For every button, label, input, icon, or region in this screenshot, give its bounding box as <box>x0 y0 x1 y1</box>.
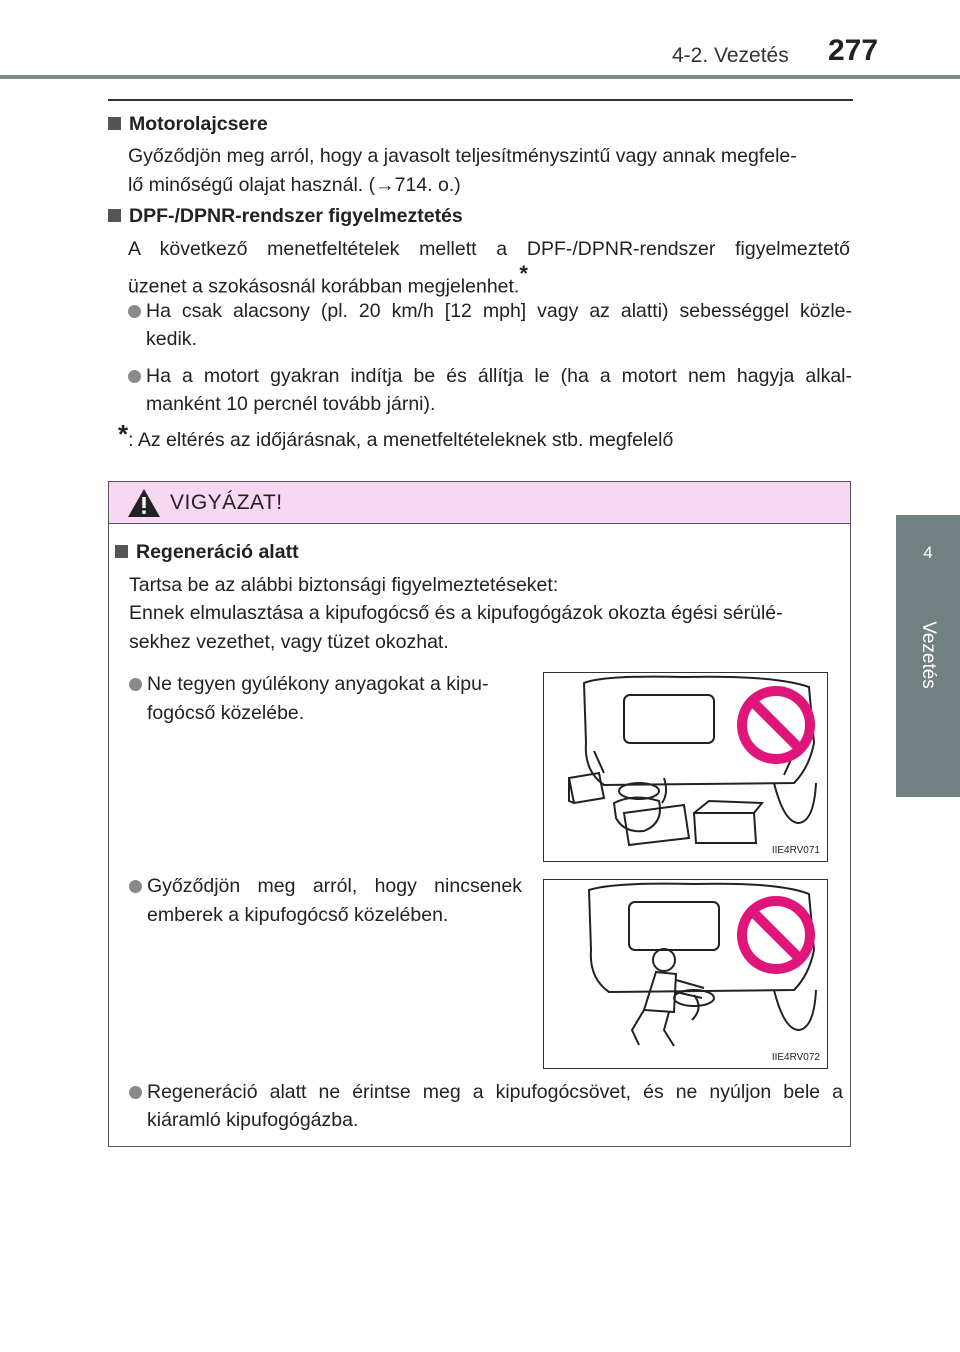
footnote-text: : Az eltérés az időjárásnak, a menetfeltételeknek stb. megfelelő <box>128 429 674 451</box>
square-bullet-icon <box>108 209 121 222</box>
warning-intro3: sekhez vezethet, vagy tüzet okozhat. <box>129 631 449 653</box>
figure-code: IIE4RV072 <box>771 1052 820 1063</box>
bullet-icon <box>129 1086 142 1099</box>
car-rear-with-person-icon <box>544 880 826 1066</box>
warning-heading-row <box>115 538 299 567</box>
content-top-rule <box>108 99 853 101</box>
dpf-text-line2-row <box>128 263 528 302</box>
car-rear-with-boxes-icon <box>544 673 826 859</box>
dpf-heading-row <box>108 202 463 231</box>
warning-bullet3-line1: Regeneráció alatt ne érintse meg a kipufogócsövet, és ne nyúljon bele a <box>147 1081 843 1103</box>
oil-text-line2: lő minőségű olajat használ. (→714. o.) <box>128 174 461 196</box>
section-title: 4-2. Vezetés <box>672 44 789 67</box>
dpf-bullet1-line2: kedik. <box>146 328 197 350</box>
dpf-text-line2: üzenet a szokásosnál korábban megjelenhet. <box>128 275 520 298</box>
bullet-icon <box>129 880 142 893</box>
illustration-flammables-near-exhaust <box>543 672 828 862</box>
bullet-icon <box>128 370 141 383</box>
chapter-number: 4 <box>923 543 933 562</box>
square-bullet-icon <box>108 117 121 130</box>
header-rule <box>0 75 960 79</box>
dpf-bullet2-line2: manként 10 percnél tovább járni). <box>146 393 436 415</box>
warning-bullet2-line2: emberek a kipufogócső közelében. <box>147 904 449 926</box>
footnote-asterisk: * <box>118 419 129 449</box>
warning-bullet1-line2: fogócső közelébe. <box>147 702 305 724</box>
oil-heading-row <box>108 110 268 139</box>
illustration-person-near-exhaust <box>543 879 828 1069</box>
warning-triangle-icon <box>126 487 162 519</box>
asterisk-mark: * <box>519 261 528 286</box>
warning-heading: Regeneráció alatt <box>136 541 299 563</box>
square-bullet-icon <box>115 545 128 558</box>
dpf-text-line1: A következő menetfeltételek mellett a DPF-/DPNR-rendszer figyelmeztető <box>128 238 850 260</box>
footnote-row <box>118 419 674 455</box>
page-number: 277 <box>828 34 879 67</box>
oil-text-line1: Győződjön meg arról, hogy a javasolt teljesítményszintű vagy annak megfele- <box>128 145 797 167</box>
chapter-label: Vezetés <box>918 621 939 689</box>
caution-title: VIGYÁZAT! <box>170 491 283 514</box>
dpf-bullet1-line1: Ha csak alacsony (pl. 20 km/h [12 mph] vagy az alatti) sebességgel közle- <box>146 300 852 322</box>
figure-code: IIE4RV071 <box>771 845 820 856</box>
bullet-icon <box>129 678 142 691</box>
caution-header <box>109 482 850 524</box>
dpf-bullet2-line1: Ha a motort gyakran indítja be és állítja le (ha a motort nem hagyja alkal- <box>146 365 852 387</box>
bullet-icon <box>128 305 141 318</box>
oil-heading: Motorolajcsere <box>129 113 268 135</box>
chapter-tab[interactable] <box>896 515 960 797</box>
warning-bullet2-line1: Győződjön meg arról, hogy nincsenek <box>147 875 522 897</box>
warning-bullet3-line2: kiáramló kipufogógázba. <box>147 1109 359 1131</box>
caution-box <box>108 481 851 1147</box>
dpf-heading: DPF-/DPNR-rendszer figyelmeztetés <box>129 205 463 227</box>
warning-bullet1-line1: Ne tegyen gyúlékony anyagokat a kipu- <box>147 673 489 695</box>
warning-intro2: Ennek elmulasztása a kipufogócső és a kipufogógázok okozta égési sérülé- <box>129 602 783 624</box>
warning-intro1: Tartsa be az alábbi biztonsági figyelmeztetéseket: <box>129 574 559 596</box>
